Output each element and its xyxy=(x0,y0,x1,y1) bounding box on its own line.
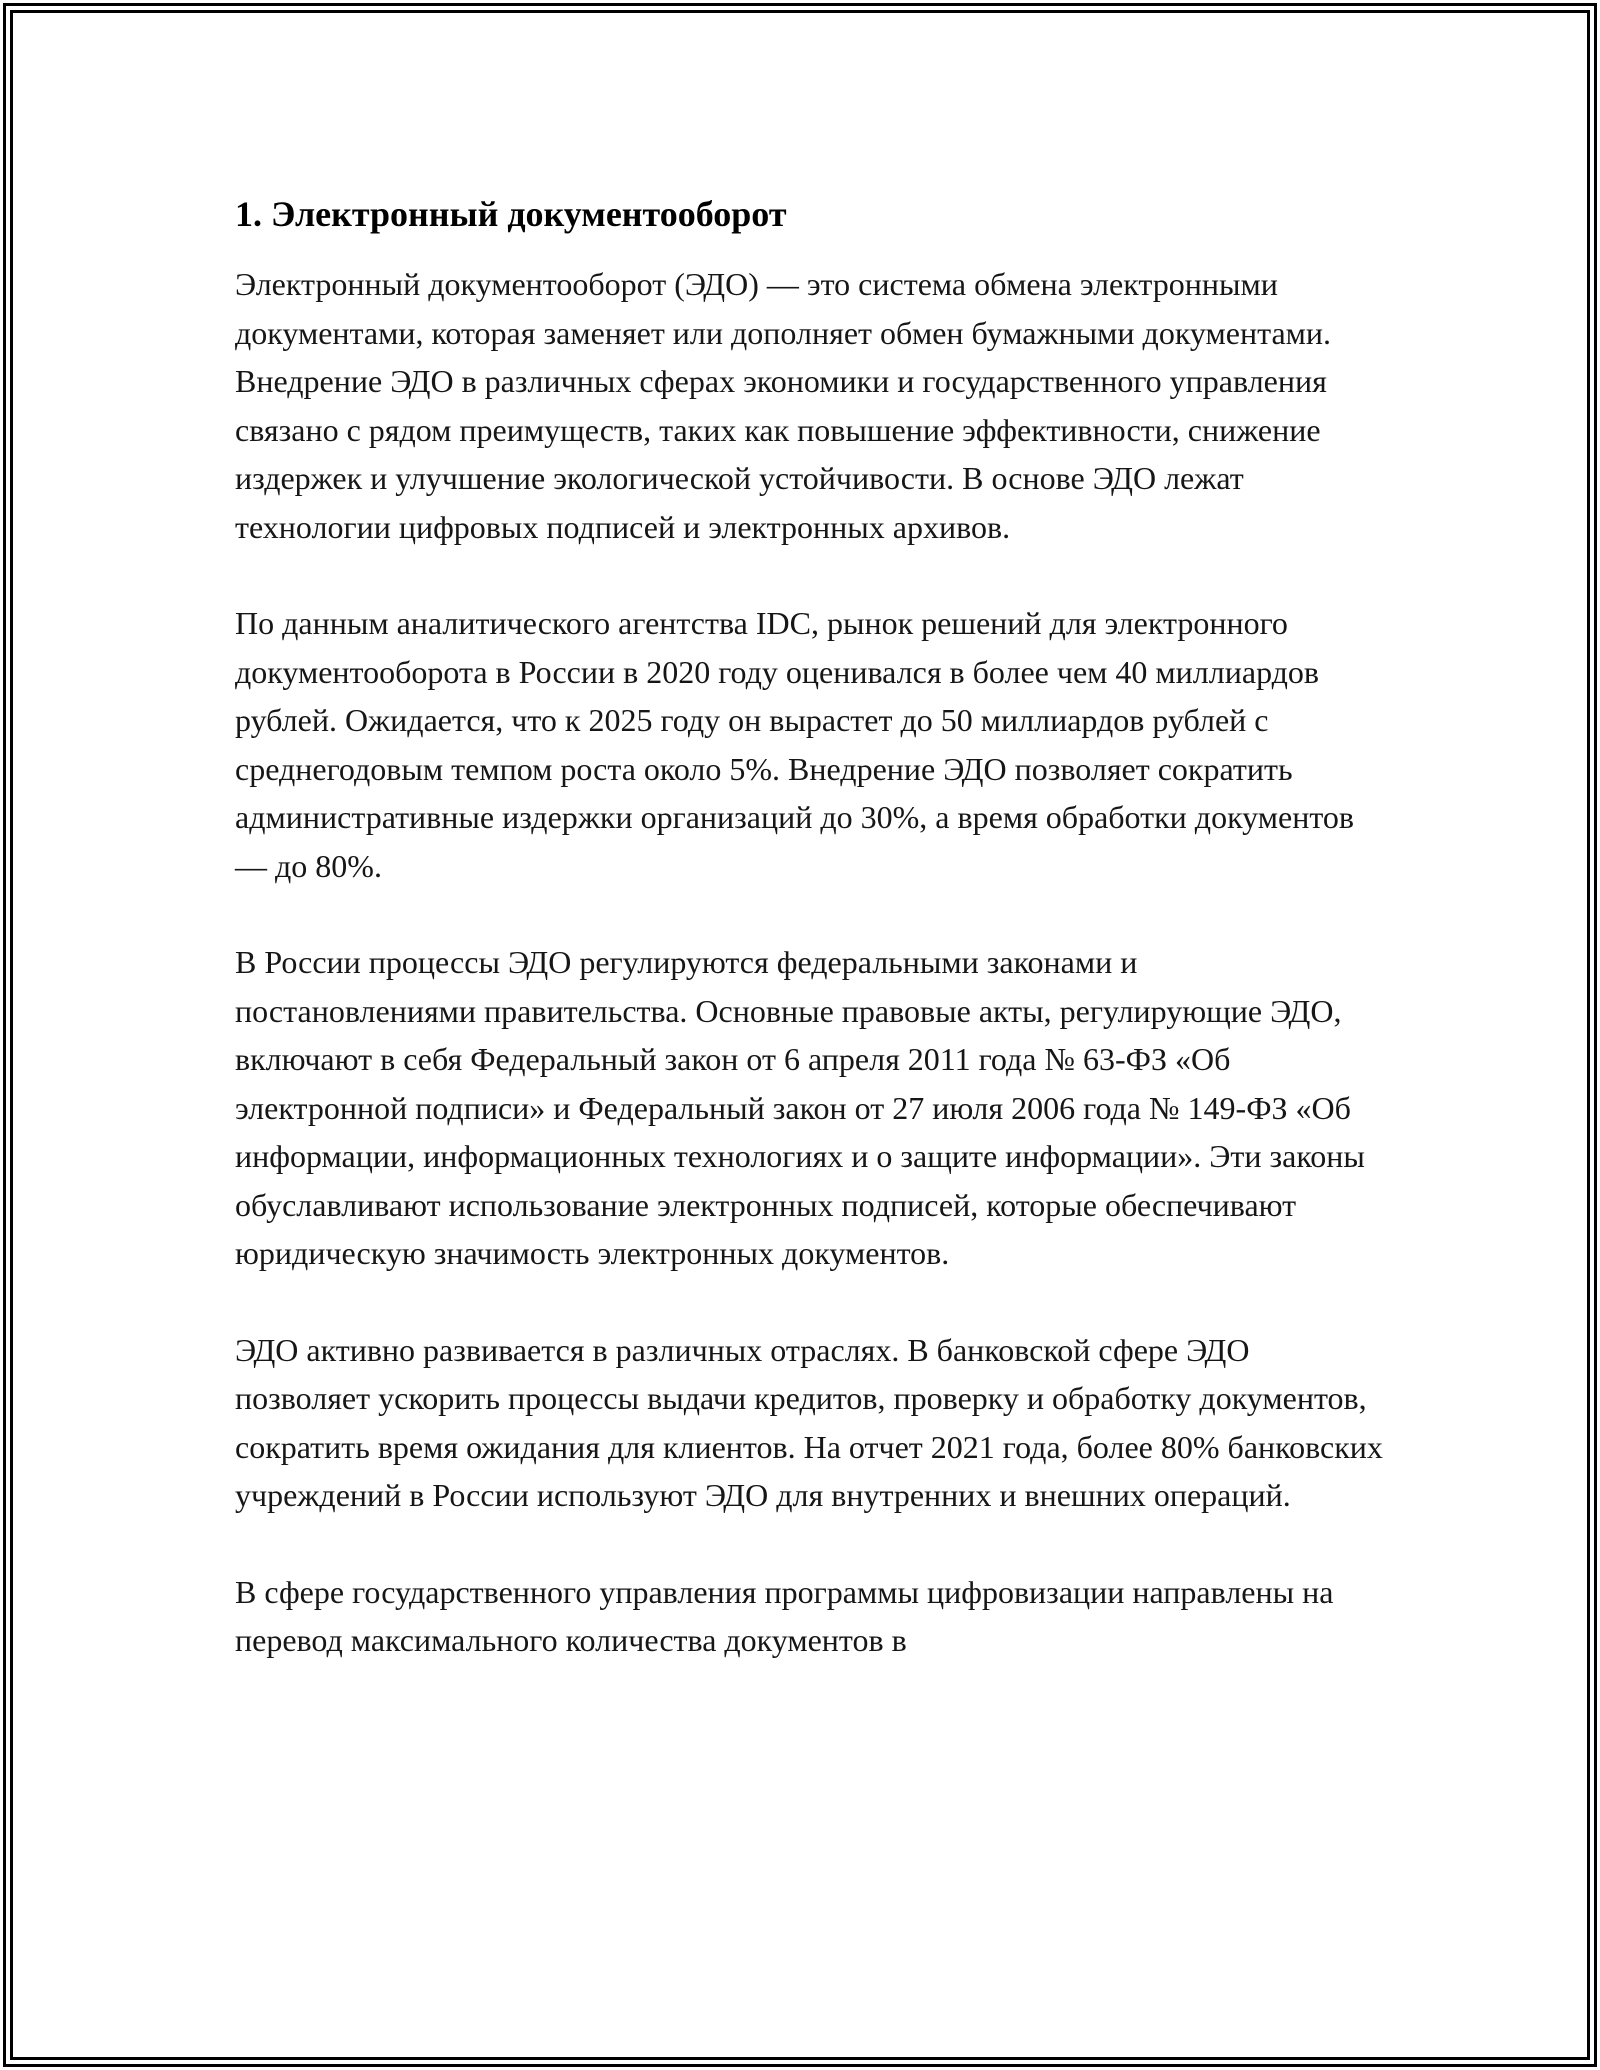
paragraph-regulation: В России процессы ЭДО регулируются федеральными законами и постановлениями правительства. Основные правовые акты, регулирующие ЭДО, включают в себя Федеральный закон от 6 апреля 2011 года № 63-ФЗ «Об электронной подписи» и Федеральный закон от 27 июля 2006 года № 149-ФЗ «Об информации, информационных технологиях и о защите информации». Эти законы обуславливают использование электронных подписей, которые обеспечивают юридическую значимость электронных документов. xyxy=(235,944,1365,1271)
paragraph-market: По данным аналитического агентства IDC, рынок решений для электронного документооборота в России в 2020 году оценивался в более чем 40 миллиардов рублей. Ожидается, что к 2025 году он вырастет до 50 миллиардов рублей с среднегодовым темпом роста около 5%. Внедрение ЭДО позволяет сократить административные издержки организаций до 30%, а время обработки документов — до 80%. xyxy=(235,605,1354,884)
section-heading: 1. Электронный документооборот xyxy=(235,194,787,234)
paragraph-government: В сфере государственного управления программы цифровизации направлены на перевод максимального количества документов в xyxy=(235,1573,1334,1658)
document-body xyxy=(235,188,1385,1713)
paragraph-intro: Электронный документооборот (ЭДО) — это система обмена электронными документами, которая заменяет или дополняет обмен бумажными документами. Внедрение ЭДО в различных сферах экономики и государственного управления связано с рядом преимуществ, таких как повышение эффективности, снижение издержек и улучшение экологической устойчивости. В основе ЭДО лежат технологии цифровых подписей и электронных архивов. xyxy=(235,266,1332,545)
paragraph-banking: ЭДО активно развивается в различных отраслях. В банковской сфере ЭДО позволяет ускорить процессы выдачи кредитов, проверку и обработку документов, сократить время ожидания для клиентов. На отчет 2021 года, более 80% банковских учреждений в России используют ЭДО для внутренних и внешних операций. xyxy=(235,1331,1383,1513)
